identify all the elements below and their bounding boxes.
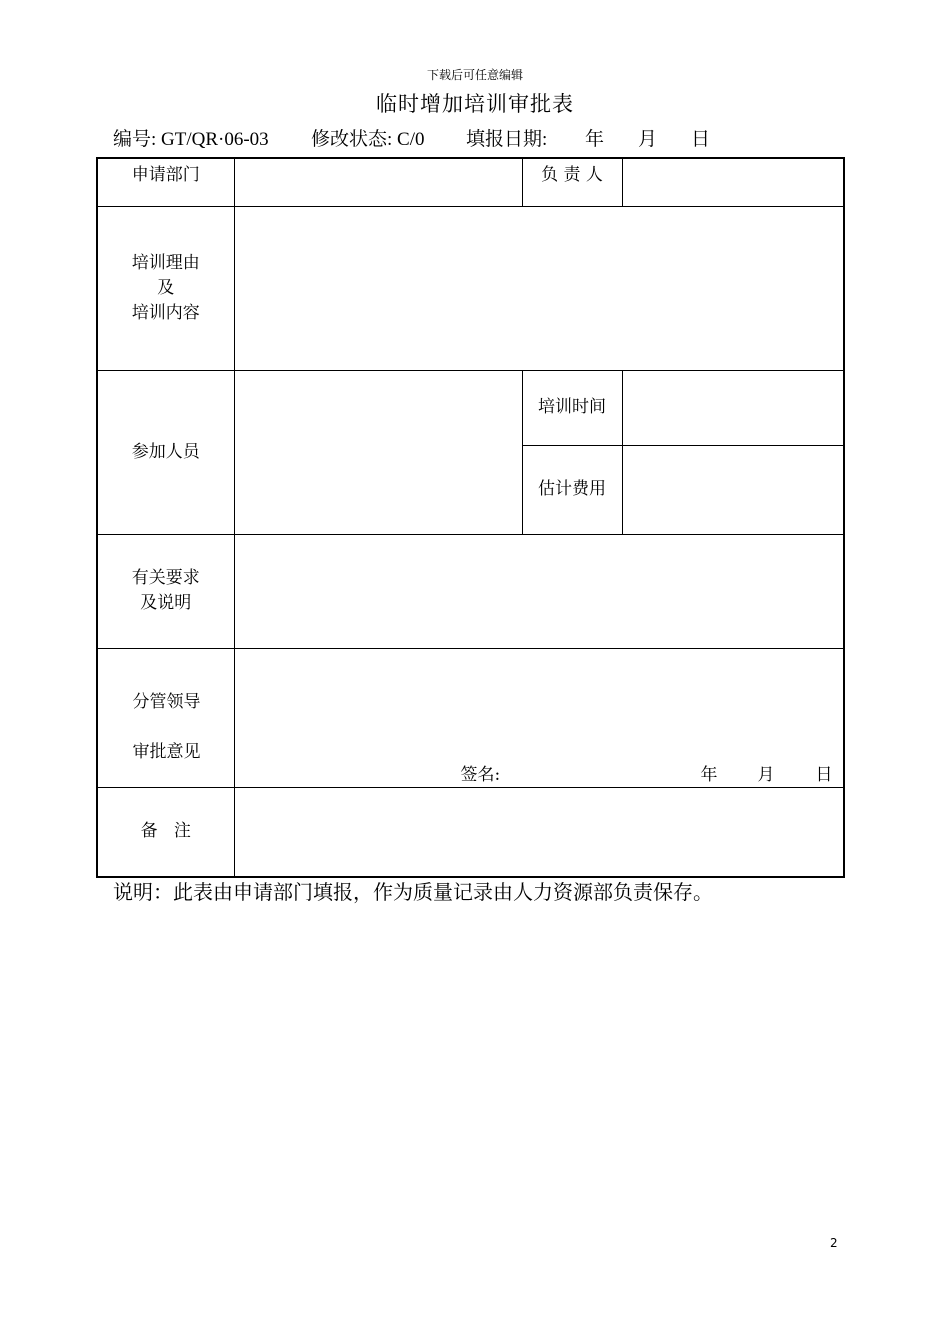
approval-month: 月 <box>757 764 775 785</box>
participants-label: 参加人员 <box>97 370 234 534</box>
training-time-label: 培训时间 <box>522 370 622 445</box>
training-reason-line3: 培训内容 <box>131 302 200 323</box>
footer-note: 说明：此表由申请部门填报，作为质量记录由人力资源部负责保存。 <box>113 880 713 904</box>
training-reason-field[interactable] <box>234 206 844 370</box>
requirements-field[interactable] <box>234 534 844 648</box>
requirements-line2: 及说明 <box>140 593 192 613</box>
estimated-cost-field[interactable] <box>622 445 844 534</box>
requirements-line1: 有关要求 <box>131 568 200 588</box>
top-note: 下载后可任意编辑 <box>426 68 523 82</box>
page-number: 2 <box>830 1236 838 1250</box>
fill-date-year: 年 <box>585 129 605 150</box>
revision-status: 修改状态: C/0 <box>311 129 425 150</box>
requirements-label <box>97 534 234 648</box>
form-title: 临时增加培训审批表 <box>376 92 574 116</box>
training-reason-label <box>97 206 234 370</box>
applicant-dept-field[interactable] <box>234 158 522 206</box>
remarks-field[interactable] <box>234 787 844 877</box>
approval-year: 年 <box>700 764 718 785</box>
remarks-label: 备 注 <box>97 787 234 877</box>
signature-label: 签名: <box>460 764 501 785</box>
approval-label <box>97 648 234 787</box>
form-code: 编号: GT/QR·06-03 <box>113 129 269 150</box>
fill-date-month: 月 <box>638 129 658 150</box>
approval-field[interactable] <box>234 648 844 787</box>
training-reason-line2: 及 <box>157 277 175 298</box>
person-in-charge-label: 负 责 人 <box>522 158 622 206</box>
training-reason-line1: 培训理由 <box>131 252 200 273</box>
estimated-cost-label: 估计费用 <box>522 445 622 534</box>
approval-line2: 审批意见 <box>132 741 201 762</box>
approval-day: 日 <box>815 764 833 785</box>
applicant-dept-label: 申请部门 <box>97 158 234 206</box>
participants-field[interactable] <box>234 370 522 534</box>
approval-form-table <box>96 157 845 878</box>
training-time-field[interactable] <box>622 370 844 445</box>
person-in-charge-field[interactable] <box>622 158 844 206</box>
fill-date-day: 日 <box>691 129 711 150</box>
fill-date-label: 填报日期: <box>466 129 548 150</box>
approval-line1: 分管领导 <box>132 691 201 712</box>
